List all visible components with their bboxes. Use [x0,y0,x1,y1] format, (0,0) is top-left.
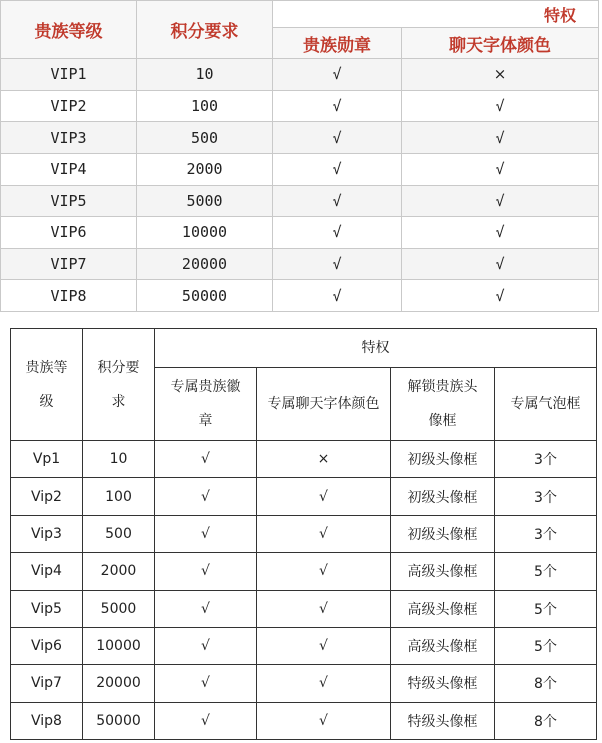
bubble-cell: 3个 [495,515,597,552]
level-cell: VIP8 [1,280,137,312]
chat-color-check-icon: √ [257,553,391,590]
table-row [1,59,599,91]
header-points: 积分要求 [83,329,155,441]
badge-check-icon: √ [273,153,402,185]
table-row [1,185,599,217]
points-cell: 500 [137,122,273,154]
table-row [11,478,597,515]
bubble-cell: 5个 [495,627,597,664]
avatar-frame-cell: 特级头像框 [391,665,495,702]
level-cell: Vp1 [11,441,83,478]
header-points: 积分要求 [137,1,273,59]
points-cell: 100 [83,478,155,515]
header-badge: 贵族勋章 [273,28,402,59]
level-cell: VIP1 [1,59,137,91]
chat-color-check-icon: √ [257,590,391,627]
table-row [11,441,597,478]
badge-check-icon: √ [273,90,402,122]
header-chat-color: 聊天字体颜色 [402,28,599,59]
chat-color-cross-icon: × [257,441,391,478]
badge-check-icon: √ [155,478,257,515]
header-level: 贵族等级 [11,329,83,441]
points-cell: 10 [83,441,155,478]
header-level: 贵族等级 [1,1,137,59]
level-cell: Vip3 [11,515,83,552]
avatar-frame-cell: 高级头像框 [391,553,495,590]
table-row [11,627,597,664]
level-cell: Vip7 [11,665,83,702]
table-row [11,590,597,627]
avatar-frame-cell: 高级头像框 [391,627,495,664]
badge-check-icon: √ [155,590,257,627]
table-row [1,90,599,122]
points-cell: 50000 [137,280,273,312]
badge-check-icon: √ [273,248,402,280]
badge-check-icon: √ [155,702,257,739]
points-cell: 5000 [137,185,273,217]
chat-color-cross-icon: × [402,59,599,91]
level-cell: VIP7 [1,248,137,280]
points-cell: 2000 [83,553,155,590]
chat-color-check-icon: √ [257,665,391,702]
avatar-frame-cell: 特级头像框 [391,702,495,739]
avatar-frame-cell: 初级头像框 [391,515,495,552]
badge-check-icon: √ [155,627,257,664]
chat-color-check-icon: √ [257,702,391,739]
points-cell: 20000 [137,248,273,280]
header-bubble: 专属气泡框 [495,368,597,441]
bubble-cell: 8个 [495,665,597,702]
header-badge: 专属贵族徽章 [155,368,257,441]
table-row [11,553,597,590]
level-cell: VIP6 [1,217,137,249]
badge-check-icon: √ [273,280,402,312]
points-cell: 10000 [137,217,273,249]
points-cell: 500 [83,515,155,552]
level-cell: VIP4 [1,153,137,185]
badge-check-icon: √ [155,441,257,478]
badge-check-icon: √ [273,217,402,249]
level-cell: Vip6 [11,627,83,664]
bubble-cell: 5个 [495,553,597,590]
chat-color-check-icon: √ [402,153,599,185]
points-cell: 10000 [83,627,155,664]
level-cell: VIP3 [1,122,137,154]
header-chat-color: 专属聊天字体颜色 [257,368,391,441]
table-row [1,248,599,280]
bubble-cell: 5个 [495,590,597,627]
level-cell: Vip8 [11,702,83,739]
chat-color-check-icon: √ [257,478,391,515]
table-row [11,665,597,702]
avatar-frame-cell: 初级头像框 [391,478,495,515]
header-avatar-frame: 解锁贵族头像框 [391,368,495,441]
chat-color-check-icon: √ [257,515,391,552]
header-privileges: 特权 [273,1,599,28]
points-cell: 100 [137,90,273,122]
chat-color-check-icon: √ [402,122,599,154]
chat-color-check-icon: √ [402,248,599,280]
bubble-cell: 8个 [495,702,597,739]
bubble-cell: 3个 [495,478,597,515]
table-row [1,280,599,312]
avatar-frame-cell: 高级头像框 [391,590,495,627]
points-cell: 20000 [83,665,155,702]
chat-color-check-icon: √ [402,217,599,249]
chat-color-check-icon: √ [257,627,391,664]
chat-color-check-icon: √ [402,90,599,122]
level-cell: Vip4 [11,553,83,590]
avatar-frame-cell: 初级头像框 [391,441,495,478]
points-cell: 50000 [83,702,155,739]
table-row [1,217,599,249]
chat-color-check-icon: √ [402,280,599,312]
points-cell: 10 [137,59,273,91]
table-row [11,702,597,739]
badge-check-icon: √ [155,515,257,552]
badge-check-icon: √ [155,553,257,590]
header-privileges: 特权 [155,329,597,368]
vip-privilege-table-1 [0,0,599,312]
table-row [1,153,599,185]
level-cell: Vip2 [11,478,83,515]
table-row [1,122,599,154]
badge-check-icon: √ [155,665,257,702]
level-cell: VIP5 [1,185,137,217]
bubble-cell: 3个 [495,441,597,478]
vip-privilege-table-2 [10,328,597,740]
points-cell: 5000 [83,590,155,627]
table-row [11,515,597,552]
badge-check-icon: √ [273,59,402,91]
points-cell: 2000 [137,153,273,185]
badge-check-icon: √ [273,122,402,154]
badge-check-icon: √ [273,185,402,217]
chat-color-check-icon: √ [402,185,599,217]
level-cell: Vip5 [11,590,83,627]
level-cell: VIP2 [1,90,137,122]
